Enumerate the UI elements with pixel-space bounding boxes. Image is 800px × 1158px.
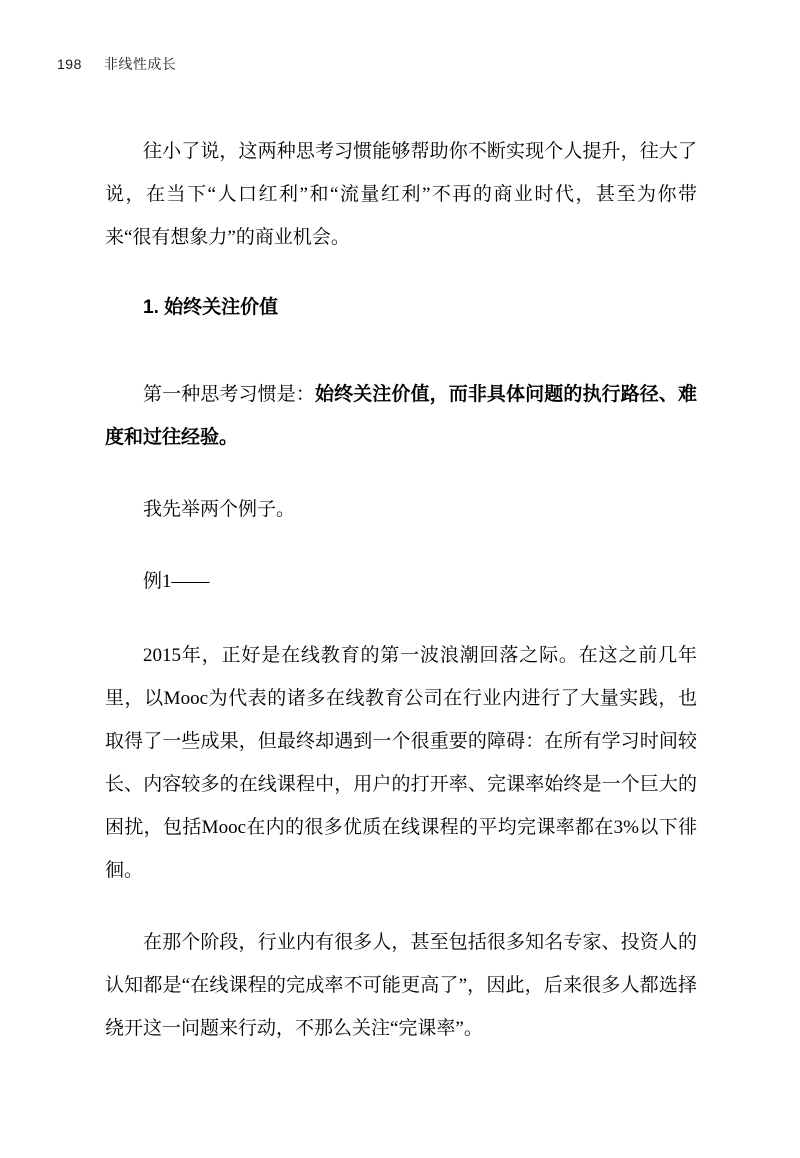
paragraph-habit-lead: 第一种思考习惯是：	[143, 384, 315, 405]
paragraph-habit	[105, 373, 697, 459]
paragraph-example-body: 2015年，正好是在线教育的第一波浪潮回落之际。在这之前几年里，以Mooc为代表的诸多在线教育公司在行业内进行了大量实践，也取得了一些成果，但最终却遇到一个很重要的障碍：在所有学习时间较长、内容较多的在线课程中，用户的打开率、完课率始终是一个巨大的困扰，包括Mooc在内的很多优质在线课程的平均完课率都在3%以下徘徊。	[105, 645, 697, 881]
section-heading: 1. 始终关注价值	[143, 297, 279, 318]
paragraph-intro: 往小了说，这两种思考习惯能够帮助你不断实现个人提升，往大了说，在当下“人口红利”和“流量红利”不再的商业时代，甚至为你带来“很有想象力”的商业机会。	[105, 141, 697, 248]
paragraph-industry-view: 在那个阶段，行业内有很多人，甚至包括很多知名专家、投资人的认知都是“在线课程的完成率不可能更高了”，因此，后来很多人都选择绕开这一问题来行动，不那么关注“完课率”。	[105, 932, 697, 1039]
paragraph-habit-bold: 始终关注价值，而非具体问题的执行路径、难度和过往经验。	[105, 384, 697, 448]
paragraph-examples-intro: 我先举两个例子。	[143, 499, 296, 520]
page-number: 198	[57, 56, 82, 72]
page-header	[57, 54, 176, 74]
paragraph-example-label: 例1——	[143, 571, 210, 592]
page-body	[105, 130, 697, 1079]
book-title: 非线性成长	[103, 56, 177, 72]
